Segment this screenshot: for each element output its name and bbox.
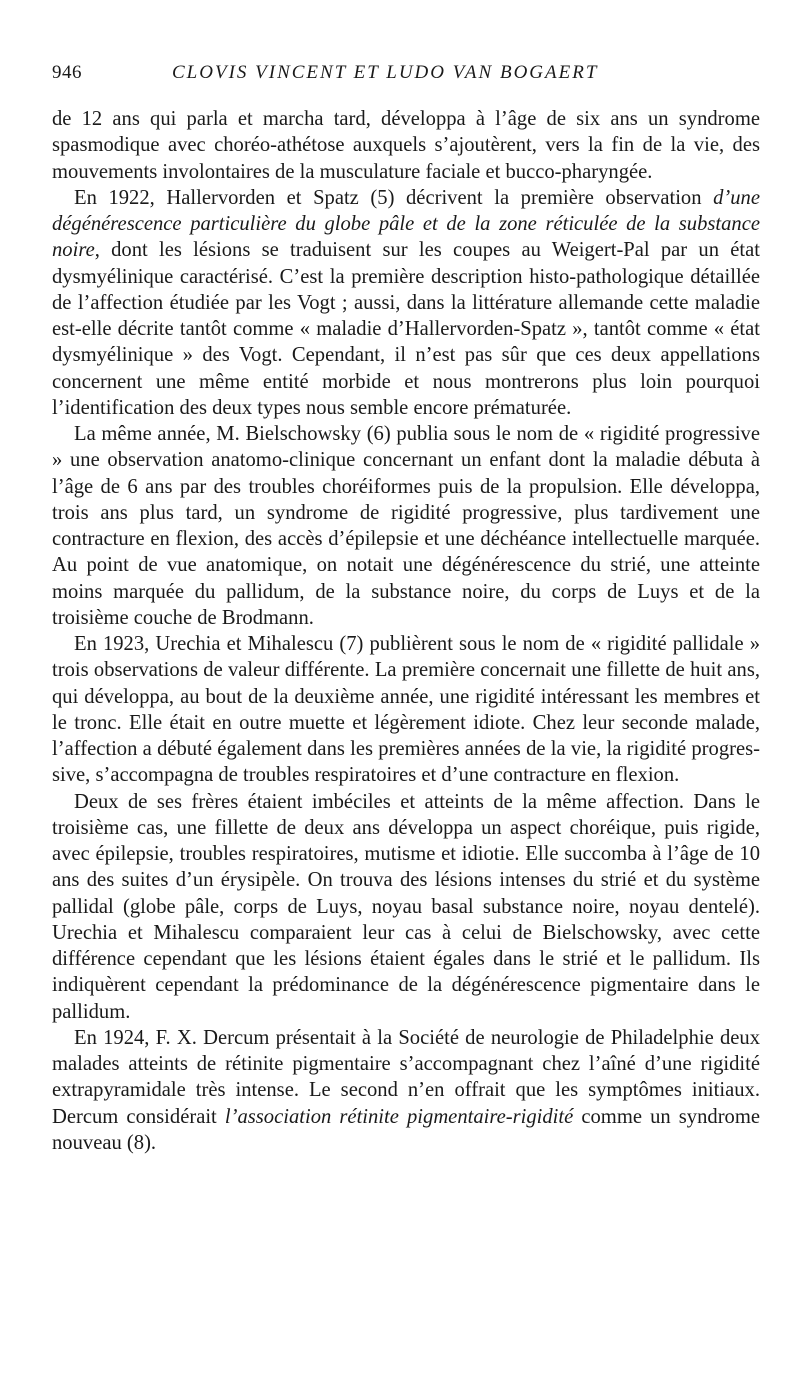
paragraph-text: , dont les lésions se traduisent sur les coupes au Weigert-Pal par un état dysmyélinique caractérisé. C’est la première description histo-pathologique détaillée de l’affection étudiée par les Vogt ; aussi, dans la littérature allemande cette maladie est-elle décrite tantôt comme « maladie d’Hallervorden-Spatz », tantôt comme « état dysmyélinique » des Vogt. Cependant, il n’est pas sûr que ces deux appellations concernent une même entité morbide et nous montrerons plus loin pourquoi l’identification des deux types nous semble encore prématurée. <box>52 239 760 419</box>
running-title: CLOVIS VINCENT ET LUDO VAN BOGAERT <box>172 62 599 83</box>
paragraph-continuation: de 12 ans qui parla et marcha tard, développa à l’âge de six ans un syndrome spasmodique avec choréo-athétose auxquels s’ajoutèrent, vers la fin de la vie, des mouvements involontaires de la musculature faciale et bucco-pharyngée. <box>52 108 760 183</box>
page-number: 946 <box>52 62 82 83</box>
paragraph-third-case: Deux de ses frères étaient imbéciles et atteints de la même affection. Dans le troisième cas, une fillette de deux ans développa un aspect choréique, puis rigide, avec épilepsie, troubles respiratoires, mutisme et idiotie. Elle succomba à l’âge de 10 ans des suites d’un érysipèle. On trouva des lésions intenses du strié et du système pallidal (globe pâle, corps de Luys, noyau basal substance noire, noyau dentelé). Urechia et Mihalescu comparaient leur cas à celui de Bielschowsky, avec cette différence cependant que les lésions étaient égales dans le strié et le pallidum. Ils indiquèrent cependant la prédominance de la dégénérescence pigmentaire dans le pallidum. <box>52 790 760 1023</box>
paragraph-text: comme un syndrome nouveau (8). <box>52 1105 761 1154</box>
italic-syndrome-name: l’association rétinite pigmentaire-rigidité <box>224 1105 574 1128</box>
running-head <box>52 62 760 96</box>
paragraph-bielschowsky: La même année, M. Bielschowsky (6) publia sous le nom de « rigidité progressive » une observation anatomo-clinique concernant un enfant dont la maladie débuta à l’âge de 6 ans par des troubles choréiformes puis de la propulsion. Elle développa, trois ans plus tard, un syndrome de rigidité progressive, plus tardivement une contracture en flexion, des accès d’épilepsie et une déchéance intellectuelle marquée. Au point de vue anatomique, on notait une dégénérescence du strié, une atteinte moins marquée du pallidum, de la substance noire, du corps de Luys et de la troisième couche de Brodmann. <box>52 423 760 629</box>
paragraph-text: En 1922, Hallervorden et Spatz (5) décrivent la première observation <box>74 186 714 209</box>
paragraph-urechia-mihalescu: En 1923, Urechia et Mihalescu (7) publièrent sous le nom de « rigidité pallidale » trois observations de valeur différente. La première concernait une fillette de huit ans, qui développa, au bout de la deuxième année, une rigidité intéressant les membres et le tronc. Elle était en outre muette et légèrement idiote. Chez leur seconde malade, l’affection a débuté également dans les premières années de la vie, la rigidité progressive, s’accompagna de troubles respiratoires et d’une contracture en flexion. <box>52 633 760 787</box>
paragraph-hallervorden-spatz <box>52 185 760 421</box>
body-text <box>52 106 760 1156</box>
page <box>52 62 760 1156</box>
paragraph-dercum <box>52 1025 760 1156</box>
italic-disease-title: d’une dégénérescence particulière du globe pâle et de la zone réticulée de la substance noire <box>52 186 760 262</box>
paragraph-text: En 1924, F. X. Dercum présentait à la Société de neurologie de Philadelphie deux malades atteints de rétinite pigmentaire s’accompagnant chez l’aîné d’une rigidité extrapyramidale très intense. Le second n’en offrait que les symptômes initiaux. Dercum considérait <box>52 1026 760 1128</box>
